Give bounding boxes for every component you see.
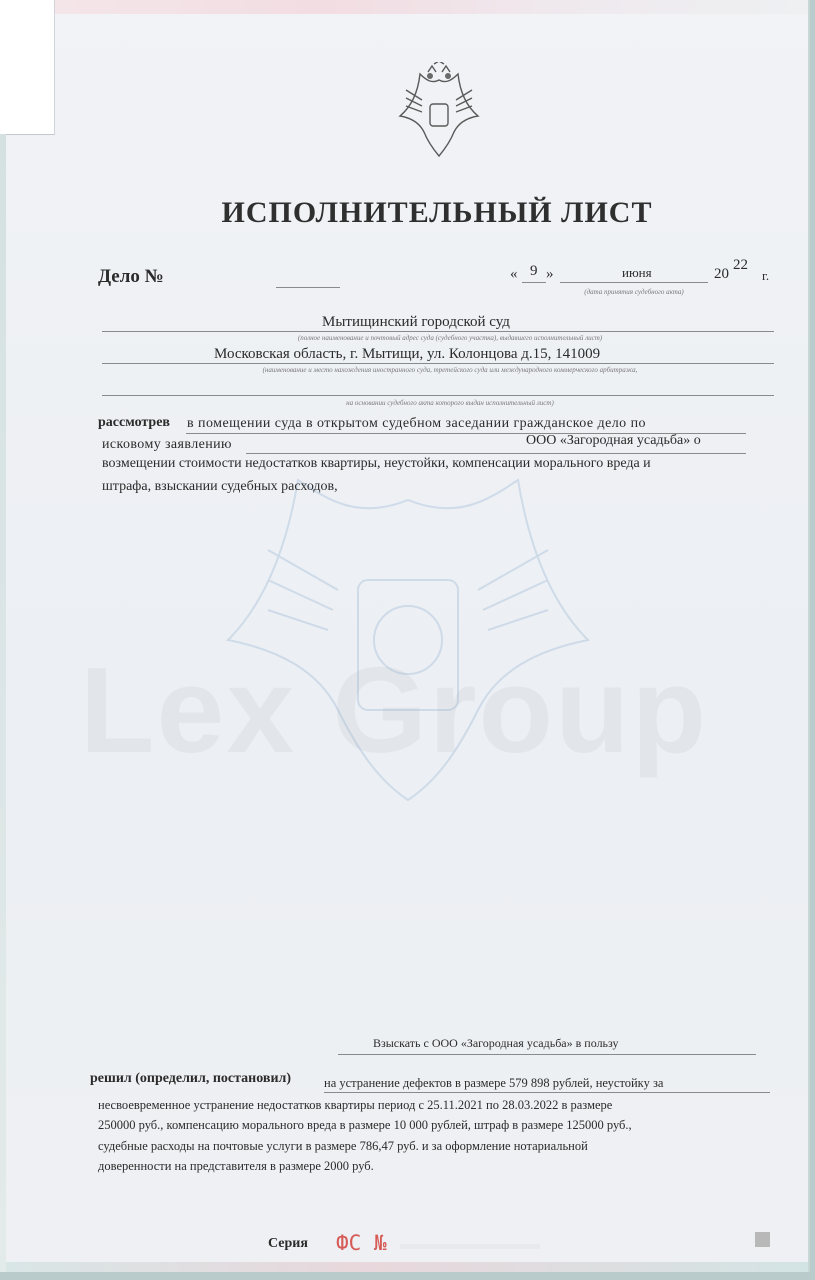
decision-line-5: доверенности на представителя в размере 2000 руб. bbox=[98, 1159, 374, 1173]
date-year-suffix: 22 bbox=[733, 257, 748, 273]
paper-corner-scrap bbox=[0, 0, 55, 135]
case-number-line bbox=[276, 287, 340, 288]
date-caption: (дата принятия судебного акта) bbox=[584, 288, 684, 296]
date-day: 9 bbox=[530, 263, 538, 279]
decision-line-1: на устранение дефектов в размере 579 898 рублей, неустойку за bbox=[324, 1076, 664, 1090]
watermark-text: Lex Group bbox=[80, 642, 709, 778]
left-edge-strip bbox=[0, 134, 6, 1272]
address-caption: (наименование и место нахождения иностранного суда, третейского суда или международного коммерческого арбитража, bbox=[262, 366, 638, 374]
case-number-label: Дело № bbox=[98, 266, 164, 287]
court-name-line bbox=[102, 331, 774, 332]
basis-caption: на основании судебного акта которого выдан исполнительный лист) bbox=[346, 399, 554, 407]
date-year-unit: г. bbox=[762, 268, 770, 283]
basis-line bbox=[102, 395, 774, 396]
document-title: ИСПОЛНИТЕЛЬНЫЙ ЛИСТ bbox=[221, 196, 653, 229]
date-open-quote: « bbox=[510, 266, 518, 282]
reviewed-label: рассмотрев bbox=[98, 415, 170, 430]
reviewed-line-1: в помещении суда в открытом судебном заседании гражданское дело по bbox=[187, 416, 646, 431]
date-close-quote: » bbox=[546, 266, 554, 282]
top-color-band bbox=[0, 0, 808, 14]
court-address: Московская область, г. Мытищи, ул. Колонцова д.15, 141009 bbox=[214, 346, 601, 362]
decision-line-4: судебные расходы на почтовые услуги в размере 786,47 руб. и за оформление нотариальной bbox=[98, 1139, 588, 1153]
decision-line-0-rule bbox=[338, 1054, 756, 1055]
court-caption: (полное наименование и почтовый адрес суда (судебного участка), выдавшего исполнительный лист) bbox=[297, 334, 603, 342]
gray-square-mark bbox=[755, 1232, 770, 1247]
reviewed-line-2-left: исковому заявлению bbox=[102, 437, 232, 452]
date-month-line bbox=[560, 282, 708, 283]
court-address-line bbox=[102, 363, 774, 364]
court-name: Мытищинский городской суд bbox=[322, 314, 510, 330]
date-year-prefix: 20 bbox=[714, 266, 729, 282]
series-label: Серия bbox=[268, 1236, 308, 1251]
series-code: ФС № bbox=[336, 1231, 387, 1255]
reviewed-line-3: возмещении стоимости недостатков квартиры, неустойки, компенсации морального вреда и bbox=[102, 456, 651, 471]
reviewed-line-4: штрафа, взыскании судебных расходов, bbox=[102, 479, 338, 494]
decision-line-2: несвоевременное устранение недостатков квартиры период с 25.11.2021 по 28.03.2022 в размере bbox=[98, 1098, 613, 1112]
decision-line-0: Взыскать с ООО «Загородная усадьба» в пользу bbox=[373, 1036, 619, 1050]
coat-of-arms-icon bbox=[392, 62, 486, 162]
reviewed-line-2-rule bbox=[246, 453, 746, 454]
date-month: июня bbox=[622, 265, 652, 280]
decision-line-3: 250000 руб., компенсацию морального вреда в размере 10 000 рублей, штраф в размере 125000 руб., bbox=[98, 1118, 632, 1132]
date-day-line bbox=[522, 282, 546, 283]
decision-line-1-rule bbox=[324, 1092, 770, 1093]
decision-label: решил (определил, постановил) bbox=[90, 1071, 292, 1086]
reviewed-line-2-right: ООО «Загородная усадьба» о bbox=[526, 433, 701, 448]
bottom-color-band bbox=[0, 1262, 808, 1272]
series-number-blur bbox=[400, 1244, 540, 1249]
